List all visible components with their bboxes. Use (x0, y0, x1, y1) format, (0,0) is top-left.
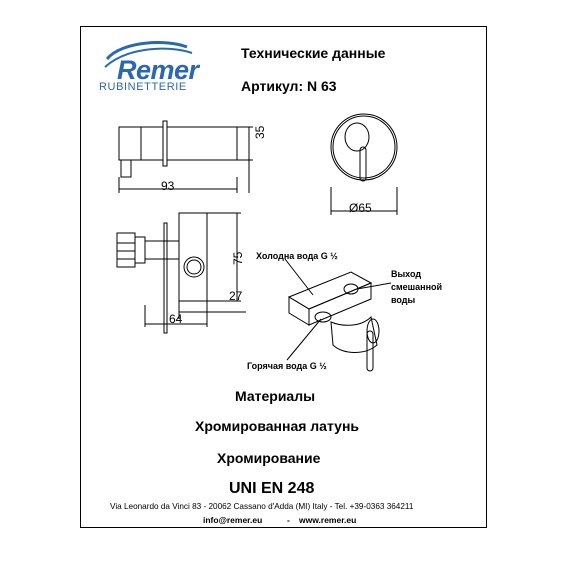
contact-separator: - (287, 515, 290, 525)
cold-water-label: Холодна вода G ½ (256, 251, 338, 261)
logo-subtitle: RUBINETTERIE (99, 81, 187, 93)
dimension-width-top: 93 (161, 179, 175, 193)
mixed-outlet-label: Выход смешанной воды (391, 269, 443, 305)
hot-water-label: Горячая вода G ½ (247, 361, 327, 371)
datasheet-frame (80, 26, 487, 528)
standard-code: UNI EN 248 (229, 480, 315, 497)
material-finish: Хромирование (217, 450, 321, 466)
dimension-height-side: 75 (231, 251, 245, 265)
page-title: Технические данные (241, 45, 386, 61)
material-body: Хромированная латунь (195, 418, 360, 434)
contact-website[interactable]: www.remer.eu (299, 515, 357, 525)
contact-email[interactable]: info@remer.eu (203, 515, 263, 525)
dimension-width-side: 64 (169, 312, 183, 326)
logo-wordmark: Remer (117, 55, 199, 85)
company-address: Via Leonardo da Vinci 83 - 20062 Cassano d'Adda (MI) Italy - Tel. +39-0363 364211 (110, 502, 414, 511)
dimension-diameter: Ø65 (349, 201, 372, 215)
article-number: Артикул: N 63 (241, 78, 337, 94)
dimension-height-top: 35 (253, 125, 267, 139)
dimension-depth-side: 27 (229, 289, 243, 303)
materials-heading: Материалы (235, 388, 316, 404)
